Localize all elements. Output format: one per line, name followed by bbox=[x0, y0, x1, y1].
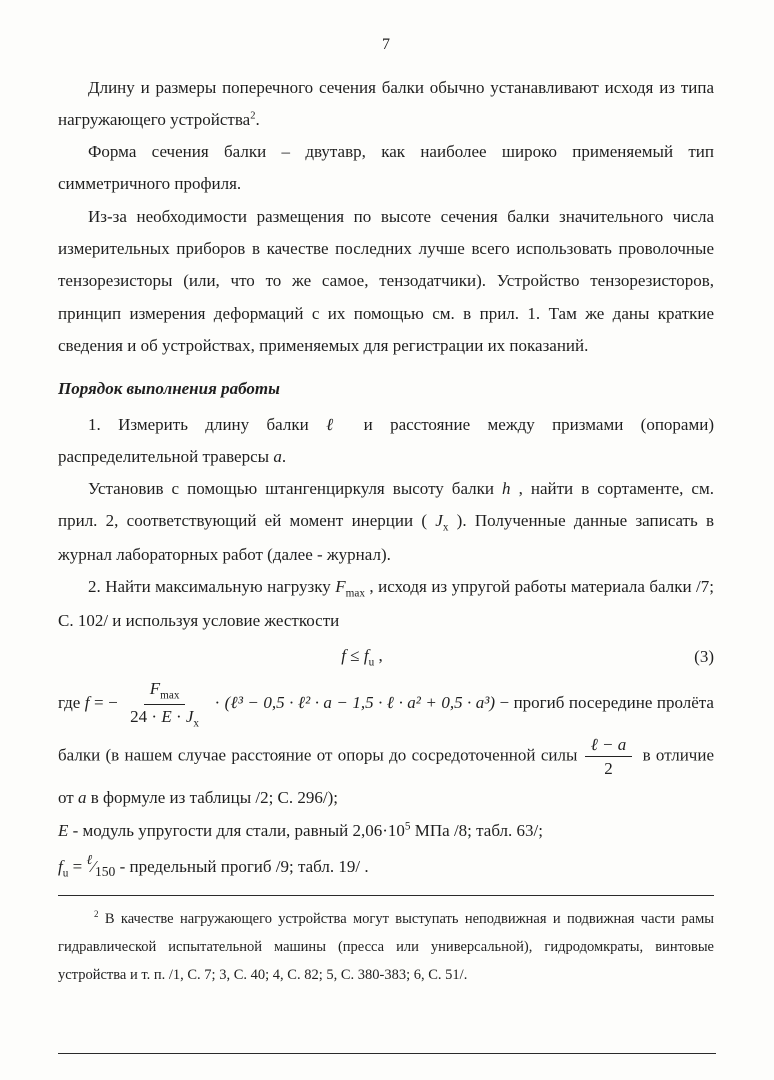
equals-sign: = bbox=[68, 856, 87, 876]
paragraph-text: - предельный прогиб /9; табл. 19/ . bbox=[115, 856, 369, 876]
footnote-ref-marker: 2 bbox=[94, 908, 99, 919]
paragraph-text: в формуле из таблицы /2; С. 296/); bbox=[86, 788, 339, 808]
fraction-l-minus-a-over-2 bbox=[585, 734, 633, 780]
paragraph-text: МПа /8; табл. 63/; bbox=[410, 820, 543, 840]
fraction-denominator: 2 bbox=[604, 759, 613, 779]
var-f: f bbox=[341, 646, 347, 666]
polynomial-term: (ℓ³ − 0,5 · ℓ² · a − 1,5 · ℓ · a² + 0,5 · a³) bbox=[224, 692, 496, 712]
var-l: ℓ bbox=[326, 414, 347, 434]
var-J: J bbox=[185, 706, 194, 726]
paragraph-text: , найти в сортаменте, см. прил. 2, соответствующий ей момент инерции ( bbox=[58, 479, 714, 531]
word-where: где bbox=[58, 692, 85, 712]
var-h: h bbox=[502, 479, 511, 499]
var-E: E bbox=[161, 706, 172, 726]
numerator-expression: ℓ − a bbox=[590, 734, 627, 754]
equals-minus: = − bbox=[89, 692, 123, 712]
paragraph-text: Длину и размеры поперечного сечения балки обычно устанавливают исходя из типа нагружающего устройства bbox=[58, 77, 714, 129]
den-dot: · bbox=[171, 706, 186, 726]
footnote-block bbox=[58, 895, 714, 990]
paragraph-limit-deflection bbox=[58, 847, 714, 885]
equation-3 bbox=[58, 640, 666, 674]
var-F: F bbox=[149, 679, 161, 699]
var-a: a bbox=[273, 446, 282, 466]
fraction-denominator: 150 bbox=[94, 863, 116, 879]
fraction-Fmax-over-24EJx bbox=[124, 678, 205, 730]
paragraph-deflection-formula bbox=[58, 676, 714, 814]
var-fu: f bbox=[363, 646, 369, 666]
footnote-text: В качестве нагружающего устройства могут выступать неподвижная и подвижная части рамы гидравлической испытательной машины (пресса или универсальной), гидродомкраты, винтовые устройства и т. п. /1, С. 7; 3, С. 40; 4, С. 82; 5, С. 380-383; 6, С. 51/. bbox=[58, 910, 714, 984]
paragraph-text: . bbox=[255, 109, 260, 129]
paragraph-text: − прогиб посередине пролёта балки (в нашем случае расстояние от опоры до сосредоточенной силы bbox=[58, 692, 714, 765]
var-f: f bbox=[84, 692, 90, 712]
var-F-sub: max bbox=[160, 689, 180, 702]
var-F-sub: max bbox=[345, 587, 365, 600]
paragraph-strain-gauges: Из-за необходимости размещения по высоте сечения балки значительного числа измерительных приборов в качестве последних лучше всего использовать проволочные тензорезисторы (или, что то же самое, тензодатчики). Устройство тензорезисторов, принцип измерения деформаций с их помощью см. в прил. 1. Там же даны краткие сведения и об устройствах, применяемых для регистрации их показаний. bbox=[58, 206, 714, 355]
paragraph-text: - модуль упругости для стали, равный 2,06·10 bbox=[68, 820, 405, 840]
relation-leq: ≤ bbox=[346, 646, 364, 666]
paragraph-text: , исходя из упругой работы материала балки /7; С. 102/ и используя условие жесткости bbox=[58, 577, 714, 631]
var-a: a bbox=[77, 788, 87, 808]
paragraph-text: в отличие от bbox=[58, 745, 714, 808]
footnote-ref-marker: 2 bbox=[250, 110, 256, 122]
fraction-numerator: ℓ bbox=[86, 851, 93, 867]
section-heading-work-order: Порядок выполнения работы bbox=[58, 379, 280, 399]
paragraph-step-2 bbox=[58, 571, 714, 637]
var-J-sub: x bbox=[193, 716, 200, 729]
var-J: J bbox=[435, 511, 443, 531]
paragraph-text: Установив с помощью штангенциркуля высоту балки bbox=[88, 479, 503, 499]
page-number: 7 bbox=[382, 36, 390, 53]
paragraph-text: 1. Измерить длину балки bbox=[88, 414, 327, 434]
var-J-sub: x bbox=[442, 521, 449, 534]
multiply-dot: · bbox=[210, 692, 225, 712]
den-coefficient: 24 · bbox=[130, 706, 162, 726]
paragraph-text: . bbox=[281, 446, 287, 466]
fraction-denominator bbox=[124, 705, 205, 730]
var-E: E bbox=[58, 820, 69, 840]
paragraph-step-1b bbox=[58, 473, 714, 571]
exponent-5: 5 bbox=[404, 819, 411, 832]
fraction-numerator bbox=[144, 678, 186, 704]
equation-3-row bbox=[58, 640, 714, 674]
paragraph-step-1 bbox=[58, 409, 714, 474]
var-fu: f bbox=[58, 856, 63, 876]
fraction-slash: ⁄ bbox=[92, 856, 95, 876]
footnote-paragraph bbox=[58, 905, 714, 990]
bottom-page-rule bbox=[58, 1053, 716, 1054]
fraction-l-over-150 bbox=[86, 851, 116, 879]
var-fu-sub: u bbox=[368, 656, 375, 669]
paragraph-text: ). Полученные данные записать в журнал лабораторных работ (далее - журнал). bbox=[58, 511, 715, 565]
paragraph-section-shape: Форма сечения балки – двутавр, как наиболее широко применяемый тип симметричного профиля. bbox=[58, 142, 714, 194]
equation-number: (3) bbox=[694, 647, 714, 667]
paragraph-beam-length bbox=[58, 72, 714, 137]
paragraph-text: и расстояние между призмами (опорами) распределительной траверсы bbox=[58, 414, 714, 466]
var-fu-sub: u bbox=[62, 867, 69, 880]
equation-comma: , bbox=[374, 646, 383, 666]
paragraph-modulus bbox=[58, 815, 714, 847]
var-F: F bbox=[335, 577, 346, 597]
fraction-numerator bbox=[585, 734, 633, 757]
paragraph-text: 2. Найти максимальную нагрузку bbox=[88, 577, 336, 597]
